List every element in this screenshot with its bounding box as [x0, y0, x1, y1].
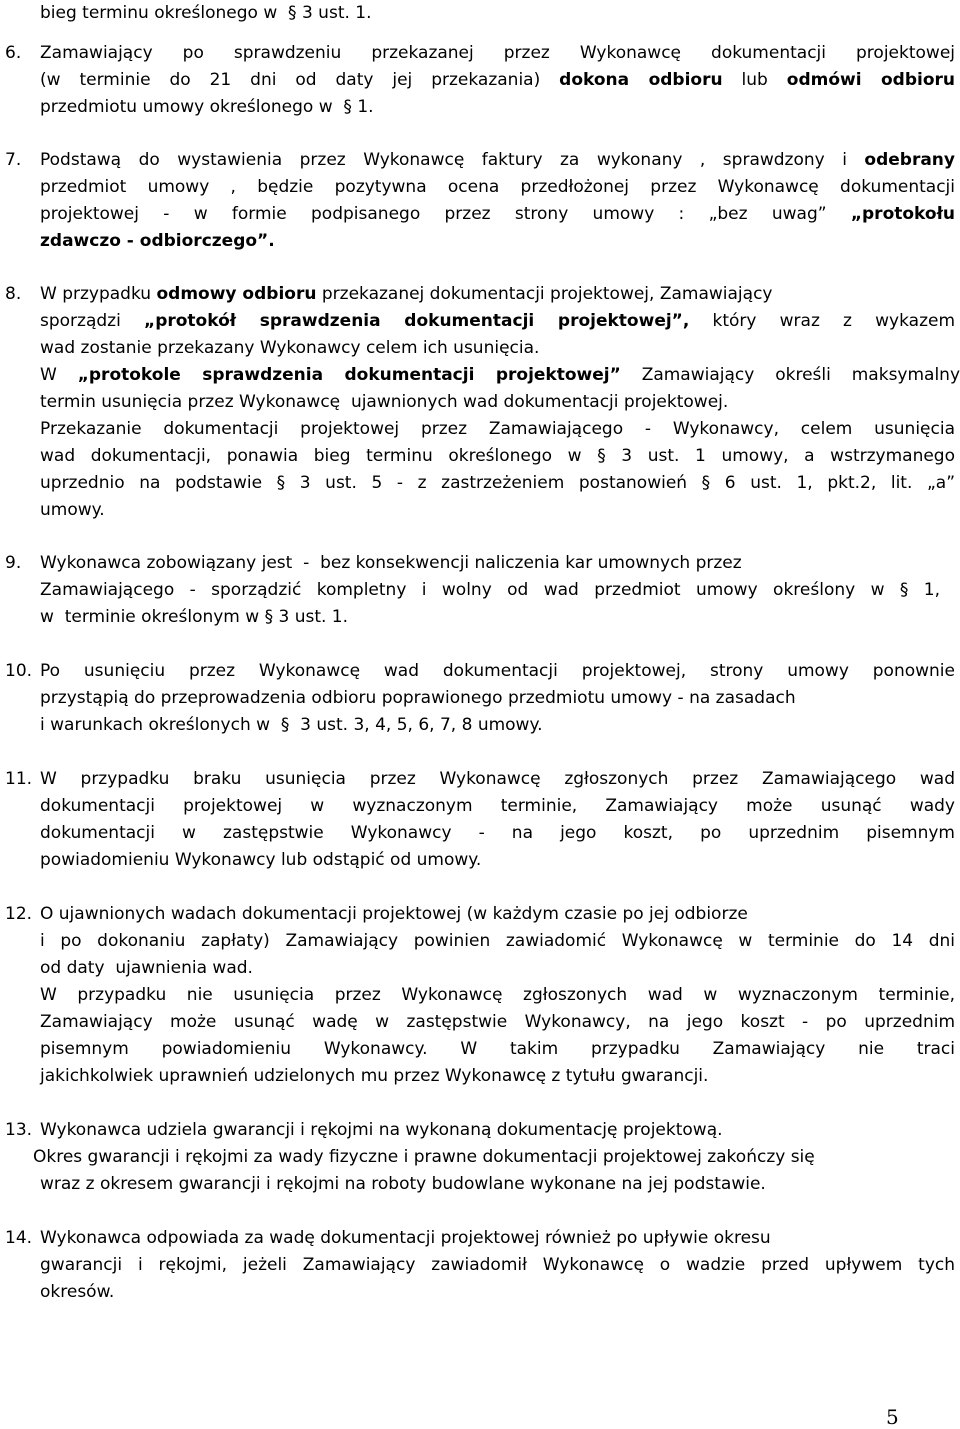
- paragraph-text-line: W przypadku odmowy odbioru przekazanej dokumentacji projektowej, Zamawiający: [40, 284, 773, 304]
- paragraph-number: 10.: [5, 661, 33, 681]
- continuation-line: bieg terminu określonego w § 3 ust. 1.: [40, 3, 372, 23]
- paragraph-text-line: dokumentacji projektowej w wyznaczonym terminie, Zamawiający może usunąć wady: [40, 796, 955, 816]
- paragraph-text-line: i warunkach określonych w § 3 ust. 3, 4, 5, 6, 7, 8 umowy.: [40, 715, 543, 735]
- paragraph-text-line: uprzednio na podstawie § 3 ust. 5 - z zastrzeżeniem postanowień § 6 ust. 1, pkt.2, lit. „a”: [40, 473, 955, 493]
- paragraph-text-line: gwarancji i rękojmi, jeżeli Zamawiający zawiadomił Wykonawcę o wadzie przed upływem tych: [40, 1255, 955, 1275]
- paragraph-text-line: Przekazanie dokumentacji projektowej przez Zamawiającego - Wykonawcy, celem usunięcia: [40, 419, 955, 439]
- paragraph-text-line: przystąpią do przeprowadzenia odbioru poprawionego przedmiotu umowy - na zasadach: [40, 688, 796, 708]
- paragraph-text-line: wraz z okresem gwarancji i rękojmi na roboty budowlane wykonane na jej podstawie.: [40, 1174, 766, 1194]
- paragraph-text-line: W „protokole sprawdzenia dokumentacji projektowej” Zamawiający określi maksymalny: [40, 365, 960, 385]
- paragraph-text-line: wad zostanie przekazany Wykonawcy celem ich usunięcia.: [40, 338, 540, 358]
- paragraph-number: 9.: [5, 553, 22, 573]
- paragraph-text-line: wad dokumentacji, ponawia bieg terminu określonego w § 3 ust. 1 umowy, a wstrzymanego: [40, 446, 955, 466]
- paragraph-text-line: termin usunięcia przez Wykonawcę ujawnionych wad dokumentacji projektowej.: [40, 392, 729, 412]
- paragraph-text-line: dokumentacji w zastępstwie Wykonawcy - na jego koszt, po uprzednim pisemnym: [40, 823, 955, 843]
- paragraph-text-line: przedmiotu umowy określonego w § 1.: [40, 97, 374, 117]
- paragraph-text-line: Zamawiający po sprawdzeniu przekazanej przez Wykonawcę dokumentacji projektowej: [40, 43, 955, 63]
- paragraph-number: 14.: [5, 1228, 33, 1248]
- paragraph-number: 13.: [5, 1120, 33, 1140]
- paragraph-text-line: Zamawiający może usunąć wadę w zastępstwie Wykonawcy, na jego koszt - po uprzednim: [40, 1012, 955, 1032]
- paragraph-text-line: Wykonawca zobowiązany jest - bez konsekwencji naliczenia kar umownych przez: [40, 553, 742, 573]
- paragraph-text-line: W przypadku braku usunięcia przez Wykonawcę zgłoszonych przez Zamawiającego wad: [40, 769, 955, 789]
- paragraph-text-line: w terminie określonym w § 3 ust. 1.: [40, 607, 349, 627]
- paragraph-text-line: projektowej - w formie podpisanego przez strony umowy : „bez uwag” „protokołu: [40, 204, 955, 224]
- paragraph-number: 6.: [5, 43, 22, 63]
- paragraph-text-line: W przypadku nie usunięcia przez Wykonawcę zgłoszonych wad w wyznaczonym terminie,: [40, 985, 955, 1005]
- paragraph-text-line: jakichkolwiek uprawnień udzielonych mu przez Wykonawcę z tytułu gwarancji.: [40, 1066, 709, 1086]
- paragraph-text-line: Wykonawca odpowiada za wadę dokumentacji projektowej również po upływie okresu: [40, 1228, 771, 1248]
- paragraph-text-line: od daty ujawnienia wad.: [40, 958, 253, 978]
- paragraph-text-line: Wykonawca udziela gwarancji i rękojmi na wykonaną dokumentację projektową.: [40, 1120, 723, 1140]
- paragraph-text-line: Po usunięciu przez Wykonawcę wad dokumentacji projektowej, strony umowy ponownie: [40, 661, 955, 681]
- paragraph-text-line: powiadomieniu Wykonawcy lub odstąpić od umowy.: [40, 850, 482, 870]
- paragraph-text-line: okresów.: [40, 1282, 115, 1302]
- paragraph-text-line: Zamawiającego - sporządzić kompletny i wolny od wad przedmiot umowy określony w § 1,: [40, 580, 940, 600]
- paragraph-text-line: i po dokonaniu zapłaty) Zamawiający powinien zawiadomić Wykonawcę w terminie do 14 dni: [40, 931, 955, 951]
- paragraph-text-line: Podstawą do wystawienia przez Wykonawcę faktury za wykonany , sprawdzony i odebrany: [40, 150, 955, 170]
- paragraph-text-line: zdawczo - odbiorczego”.: [40, 231, 275, 251]
- page-number: 5: [886, 1405, 899, 1429]
- paragraph-number: 11.: [5, 769, 33, 789]
- paragraph-text-line: Okres gwarancji i rękojmi za wady fizyczne i prawne dokumentacji projektowej zakończy się: [33, 1147, 815, 1167]
- paragraph-text-line: sporządzi „protokół sprawdzenia dokumentacji projektowej”, który wraz z wykazem: [40, 311, 956, 331]
- paragraph-text-line: umowy.: [40, 500, 105, 520]
- paragraph-number: 7.: [5, 150, 22, 170]
- paragraph-number: 8.: [5, 284, 22, 304]
- paragraph-text-line: O ujawnionych wadach dokumentacji projektowej (w każdym czasie po jej odbiorze: [40, 904, 748, 924]
- paragraph-text-line: przedmiot umowy , będzie pozytywna ocena przedłożonej przez Wykonawcę dokumentacji: [40, 177, 955, 197]
- paragraph-text-line: pisemnym powiadomieniu Wykonawcy. W takim przypadku Zamawiający nie traci: [40, 1039, 955, 1059]
- paragraph-text-line: (w terminie do 21 dni od daty jej przekazania) dokona odbioru lub odmówi odbioru: [40, 70, 955, 90]
- paragraph-number: 12.: [5, 904, 33, 924]
